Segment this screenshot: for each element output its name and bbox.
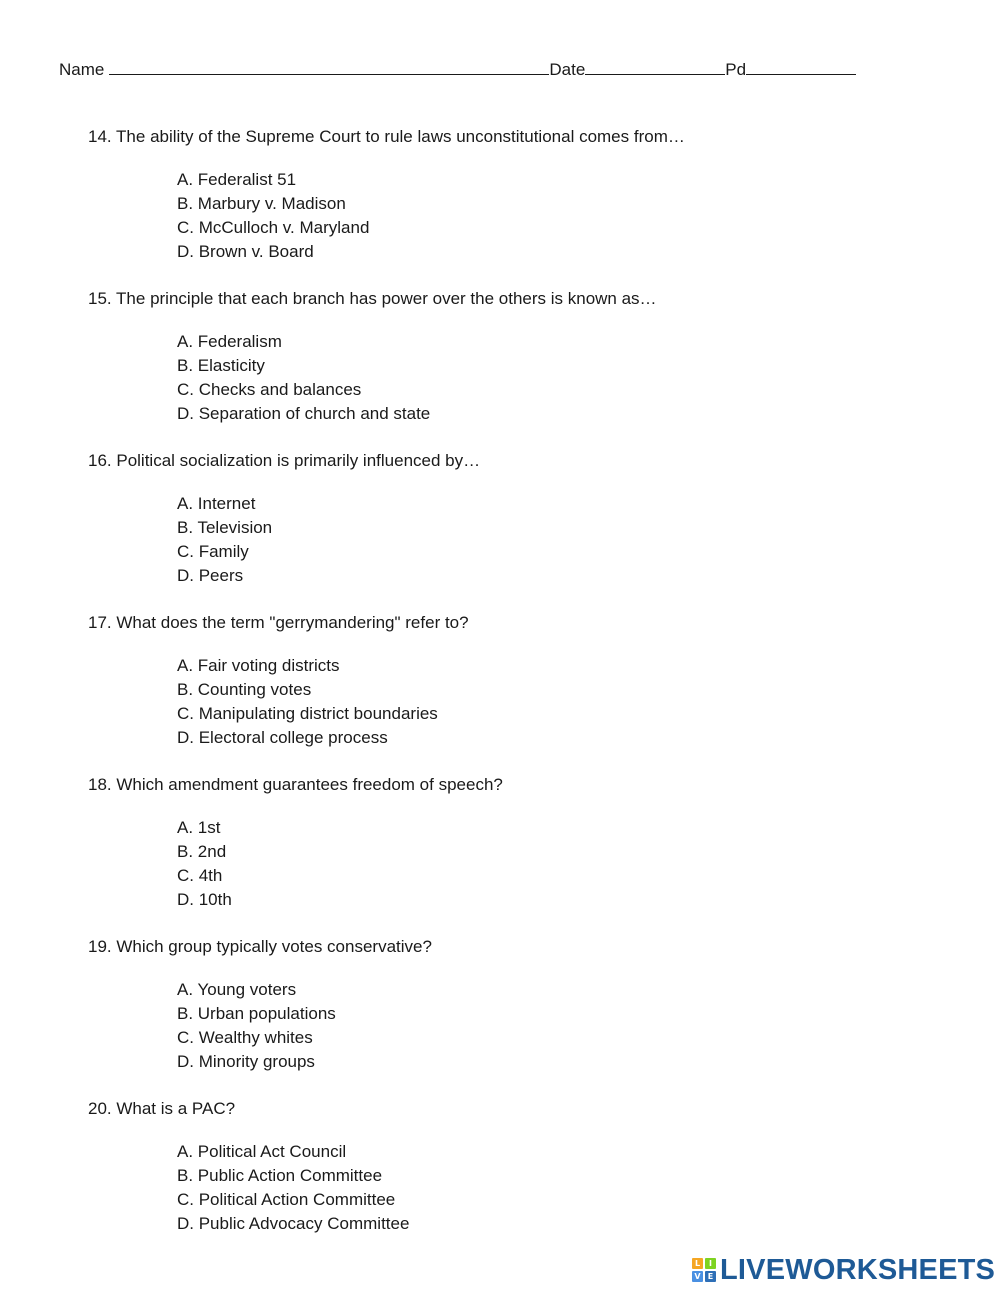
option-list [88,492,968,588]
question-17 [88,611,968,750]
question-text: 17. What does the term "gerrymandering" refer to? [88,613,469,632]
question-text: 20. What is a PAC? [88,1099,236,1118]
question-18 [88,773,968,912]
option-list [88,1140,968,1236]
period-blank-line [746,58,856,75]
logo-block-i: I [705,1258,716,1269]
liveworksheets-logo [692,1253,995,1287]
option-b: B. Urban populations [177,1004,336,1023]
option-d: D. Public Advocacy Committee [177,1214,410,1233]
question-text: 15. The principle that each branch has power over the others is known as… [88,289,657,308]
question-14 [88,125,968,264]
option-b: B. Public Action Committee [177,1166,383,1185]
date-blank-line [585,58,725,75]
option-c: C. Political Action Committee [177,1190,396,1209]
option-c: C. Manipulating district boundaries [177,704,438,723]
period-label: Pd [725,60,747,79]
option-list [88,330,968,426]
option-a: A. Young voters [177,980,297,999]
logo-blocks-icon [692,1258,716,1282]
question-text: 14. The ability of the Supreme Court to rule laws unconstitutional comes from… [88,127,685,146]
date-label: Date [549,60,586,79]
option-a: A. Internet [177,494,256,513]
option-d: D. Electoral college process [177,728,388,747]
question-19 [88,935,968,1074]
option-list [88,654,968,750]
option-d: D. Brown v. Board [177,242,314,261]
question-15 [88,287,968,426]
name-label: Name [59,60,105,79]
option-list [88,168,968,264]
logo-block-v: V [692,1271,703,1282]
option-b: B. 2nd [177,842,227,861]
logo-text: LIVEWORKSHEETS [720,1254,996,1286]
option-c: C. Family [177,542,249,561]
option-d: D. Separation of church and state [177,404,431,423]
question-20 [88,1097,968,1236]
option-b: B. Elasticity [177,356,265,375]
logo-block-e: E [705,1271,716,1282]
option-a: A. Political Act Council [177,1142,347,1161]
question-list [88,125,968,1259]
option-b: B. Television [177,518,273,537]
option-a: A. 1st [177,818,221,837]
option-list [88,816,968,912]
name-blank-line [109,58,549,75]
logo-block-l: L [692,1258,703,1269]
question-text: 19. Which group typically votes conservative? [88,937,432,956]
option-b: B. Counting votes [177,680,312,699]
option-b: B. Marbury v. Madison [177,194,346,213]
question-text: 16. Political socialization is primarily influenced by… [88,451,481,470]
option-a: A. Fair voting districts [177,656,340,675]
option-c: C. 4th [177,866,223,885]
option-c: C. Checks and balances [177,380,362,399]
worksheet-header [59,58,856,81]
option-c: C. Wealthy whites [177,1028,313,1047]
option-a: A. Federalist 51 [177,170,297,189]
question-text: 18. Which amendment guarantees freedom of speech? [88,775,503,794]
question-16 [88,449,968,588]
option-d: D. 10th [177,890,232,909]
option-d: D. Minority groups [177,1052,315,1071]
option-list [88,978,968,1074]
option-a: A. Federalism [177,332,282,351]
option-c: C. McCulloch v. Maryland [177,218,370,237]
option-d: D. Peers [177,566,244,585]
